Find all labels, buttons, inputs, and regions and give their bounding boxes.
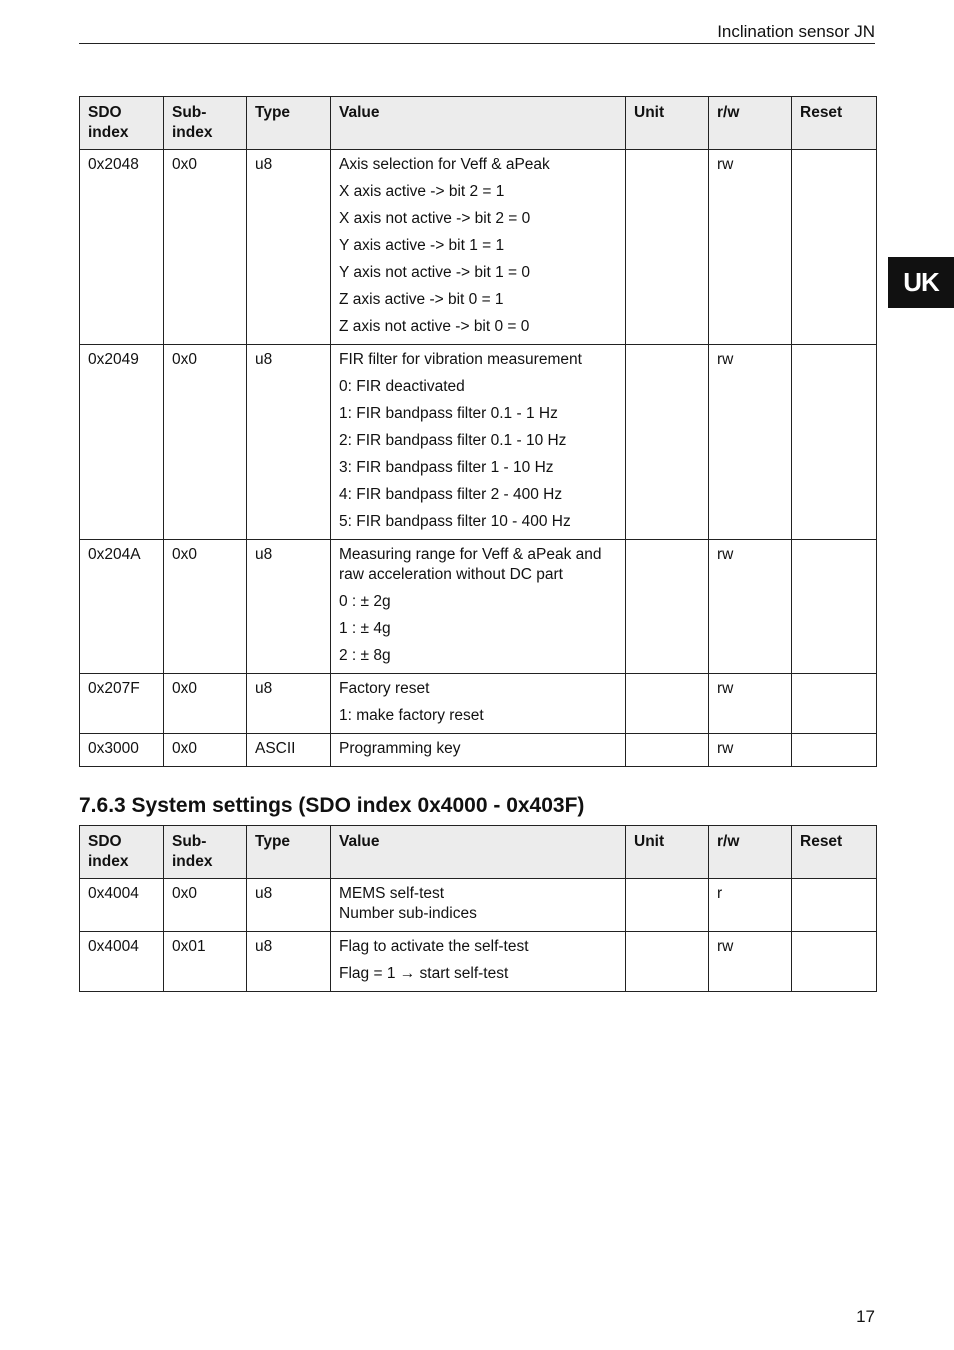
cell-sub-index: 0x0 xyxy=(164,734,247,767)
header-rw xyxy=(709,97,792,150)
cell-sub-index: 0x0 xyxy=(164,150,247,345)
cell-sdo-index: 0x204A xyxy=(80,540,164,674)
header-sdo-index xyxy=(80,826,164,879)
header-sdo-index-text: index xyxy=(88,124,129,141)
table-row xyxy=(80,150,877,345)
value-line: 1: make factory reset xyxy=(339,707,484,724)
cell-unit xyxy=(626,879,709,932)
header-sub-index-text: index xyxy=(172,124,213,141)
table-row xyxy=(80,540,877,674)
cell-sdo-index: 0x3000 xyxy=(80,734,164,767)
value-line: Flag = 1 → start self-test xyxy=(339,965,509,982)
cell-value xyxy=(331,734,626,767)
header-sub-index xyxy=(164,826,247,879)
header-type xyxy=(247,826,331,879)
value-line: 0 : ± 2g xyxy=(339,593,391,610)
table-row xyxy=(80,932,877,992)
cell-sdo-index: 0x2048 xyxy=(80,150,164,345)
cell-sub-index: 0x0 xyxy=(164,540,247,674)
cell-unit xyxy=(626,150,709,345)
header-reset xyxy=(792,826,877,879)
cell-type: u8 xyxy=(247,150,331,345)
cell-rw: rw xyxy=(709,345,792,540)
cell-type: u8 xyxy=(247,540,331,674)
header-type xyxy=(247,97,331,150)
table-row xyxy=(80,734,877,767)
value-line: X axis not active -> bit 2 = 0 xyxy=(339,210,531,227)
cell-value xyxy=(331,674,626,734)
cell-sdo-index: 0x4004 xyxy=(80,879,164,932)
header-type-text: Type xyxy=(255,104,291,121)
cell-reset xyxy=(792,879,877,932)
cell-sub-index: 0x01 xyxy=(164,932,247,992)
cell-reset xyxy=(792,150,877,345)
cell-rw: rw xyxy=(709,674,792,734)
value-line: 1 : ± 4g xyxy=(339,620,391,637)
value-line: Number sub-indices xyxy=(339,905,477,922)
value-line: 5: FIR bandpass filter 10 - 400 Hz xyxy=(339,513,571,530)
value-line: 4: FIR bandpass filter 2 - 400 Hz xyxy=(339,486,563,503)
value-line: 2: FIR bandpass filter 0.1 - 10 Hz xyxy=(339,432,567,449)
header-rw-text: r/w xyxy=(717,833,740,850)
header-sub-index xyxy=(164,97,247,150)
cell-value xyxy=(331,150,626,345)
value-line: Y axis not active -> bit 1 = 0 xyxy=(339,264,530,281)
cell-rw: rw xyxy=(709,540,792,674)
header-unit-text: Unit xyxy=(634,104,665,121)
value-line: Axis selection for Veff & aPeak xyxy=(339,156,550,173)
cell-unit xyxy=(626,932,709,992)
cell-reset xyxy=(792,345,877,540)
cell-unit xyxy=(626,734,709,767)
header-sub-index-text: index xyxy=(172,853,213,870)
value-line: 0: FIR deactivated xyxy=(339,378,465,395)
header-value-text: Value xyxy=(339,833,380,850)
cell-sub-index: 0x0 xyxy=(164,879,247,932)
table-row xyxy=(80,345,877,540)
value-line: Factory reset xyxy=(339,680,430,697)
value-line: Flag to activate the self-test xyxy=(339,938,529,955)
cell-sdo-index: 0x2049 xyxy=(80,345,164,540)
cell-value xyxy=(331,879,626,932)
cell-type: u8 xyxy=(247,932,331,992)
value-line: Y axis active -> bit 1 = 1 xyxy=(339,237,505,254)
header-rw xyxy=(709,826,792,879)
cell-type: ASCII xyxy=(247,734,331,767)
sdo-table-parameters xyxy=(79,96,877,767)
value-line: Z axis not active -> bit 0 = 0 xyxy=(339,318,530,335)
header-unit xyxy=(626,826,709,879)
value-line: 1: FIR bandpass filter 0.1 - 1 Hz xyxy=(339,405,558,422)
sdo-table-system-settings xyxy=(79,825,877,992)
cell-sdo-index: 0x207F xyxy=(80,674,164,734)
table-row xyxy=(80,674,877,734)
cell-reset xyxy=(792,932,877,992)
cell-type: u8 xyxy=(247,879,331,932)
cell-rw: rw xyxy=(709,150,792,345)
cell-rw: rw xyxy=(709,734,792,767)
header-value xyxy=(331,97,626,150)
cell-sdo-index: 0x4004 xyxy=(80,932,164,992)
section-heading: 7.6.3 System settings (SDO index 0x4000 - 0x403F) xyxy=(79,794,585,817)
cell-reset xyxy=(792,674,877,734)
value-line: FIR filter for vibration measurement xyxy=(339,351,582,368)
table-header-row xyxy=(80,826,877,879)
value-line: Measuring range for Veff & aPeak and raw acceleration without DC part xyxy=(339,546,602,583)
value-line: Z axis active -> bit 0 = 1 xyxy=(339,291,504,308)
value-line: 3: FIR bandpass filter 1 - 10 Hz xyxy=(339,459,554,476)
header-reset-text: Reset xyxy=(800,833,843,850)
header-sdo-index-text: index xyxy=(88,853,129,870)
language-tab: UK xyxy=(888,257,954,308)
header-sub-index-text: Sub- xyxy=(172,833,207,850)
cell-reset xyxy=(792,734,877,767)
cell-rw: rw xyxy=(709,932,792,992)
cell-unit xyxy=(626,345,709,540)
value-line: 2 : ± 8g xyxy=(339,647,391,664)
header-unit-text: Unit xyxy=(634,833,665,850)
cell-value xyxy=(331,932,626,992)
cell-sub-index: 0x0 xyxy=(164,345,247,540)
value-line: MEMS self-test xyxy=(339,885,445,902)
header-rw-text: r/w xyxy=(717,104,740,121)
header-type-text: Type xyxy=(255,833,291,850)
table-row xyxy=(80,879,877,932)
cell-sub-index: 0x0 xyxy=(164,674,247,734)
header-unit xyxy=(626,97,709,150)
header-value-text: Value xyxy=(339,104,380,121)
cell-rw: r xyxy=(709,879,792,932)
header-sdo-index-text: SDO xyxy=(88,104,122,121)
header-reset-text: Reset xyxy=(800,104,843,121)
page-number: 17 xyxy=(856,1307,875,1326)
header-value xyxy=(331,826,626,879)
document-title: Inclination sensor JN xyxy=(717,22,875,41)
cell-reset xyxy=(792,540,877,674)
value-line: X axis active -> bit 2 = 1 xyxy=(339,183,505,200)
header-sdo-index xyxy=(80,97,164,150)
table-header-row xyxy=(80,97,877,150)
value-line: Programming key xyxy=(339,740,461,757)
header-sdo-index-text: SDO xyxy=(88,833,122,850)
header-sub-index-text: Sub- xyxy=(172,104,207,121)
header-divider xyxy=(79,43,875,44)
cell-type: u8 xyxy=(247,674,331,734)
header-reset xyxy=(792,97,877,150)
cell-value xyxy=(331,345,626,540)
cell-unit xyxy=(626,674,709,734)
cell-unit xyxy=(626,540,709,674)
cell-type: u8 xyxy=(247,345,331,540)
cell-value xyxy=(331,540,626,674)
